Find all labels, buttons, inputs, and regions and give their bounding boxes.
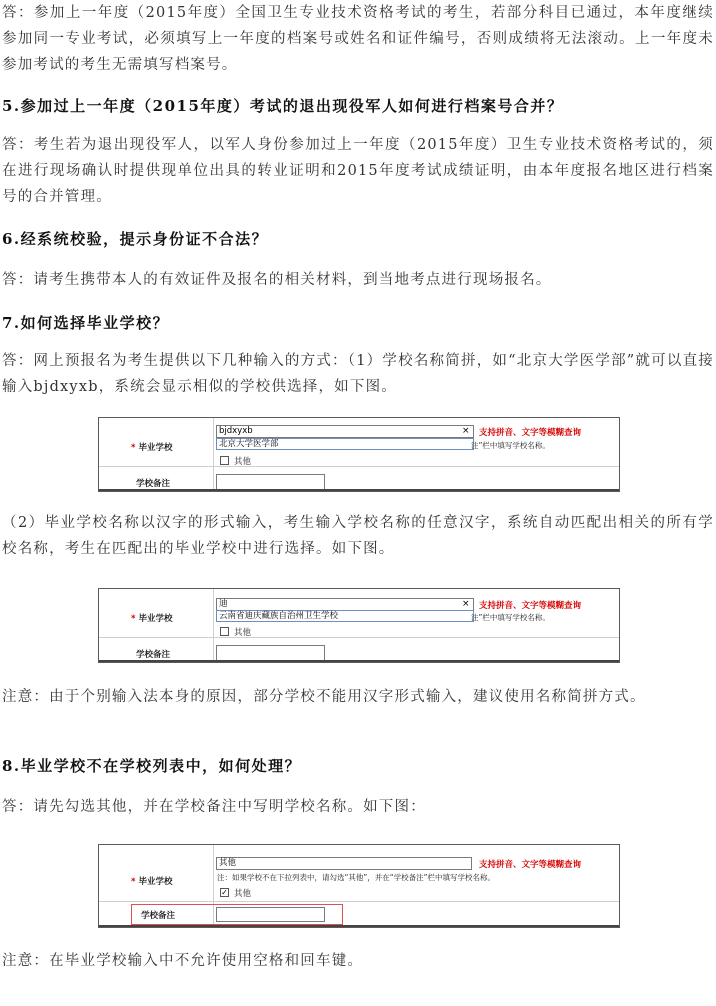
- shot-bottom-border: [99, 925, 619, 927]
- q6-answer: [2, 267, 714, 293]
- school-input[interactable]: 迪: [216, 598, 474, 611]
- q7-title: 7.如何选择毕业学校？: [2, 314, 170, 332]
- clear-icon[interactable]: ×: [462, 599, 470, 609]
- q6-answer-text: 请考生携带本人的有效证件及报名的相关材料，到当地考点进行现场报名。: [33, 272, 552, 288]
- other-checkbox[interactable]: [220, 627, 229, 636]
- intro-answer: [2, 0, 714, 78]
- school-note: 注”栏中填写学校名称。: [471, 613, 550, 622]
- other-checkbox-label: 其他: [234, 628, 252, 638]
- school-input[interactable]: bjdxyxb: [216, 425, 474, 438]
- remark-label: 学校备注: [136, 650, 171, 660]
- q5-title: 5.参加过上一年度（2015年度）考试的退出现役军人如何进行档案号合并？: [2, 97, 564, 115]
- q7-answer-1: [2, 348, 714, 400]
- school-note: 注”栏中填写学校名称。: [471, 441, 550, 450]
- q8-answer-text: 请先勾选其他，并在学校备注中写明学校名称。如下图：: [33, 799, 426, 815]
- other-checkbox-checked[interactable]: ✓: [221, 888, 228, 897]
- intro-text: 参加上一年度（2015年度）全国卫生专业技术资格考试的考生，若部分科目已通过，本年度继续参加同一专业考试，必须填写上一年度的档案号或姓名和证件编号，否则成绩将无法滚动。上一年度未参加考试的考生无需填写档案号。: [2, 5, 714, 73]
- q8-title: 8.毕业学校不在学校列表中，如何处理？: [2, 757, 302, 775]
- remark-input[interactable]: [216, 907, 325, 922]
- answer-label: 答：: [2, 272, 34, 288]
- q5-answer: [2, 132, 714, 210]
- other-checkbox-label: 其他: [234, 457, 252, 467]
- fuzzy-search-hint: 支持拼音、文字等模糊查询: [479, 428, 582, 438]
- school-form-screenshot-1: [98, 417, 620, 492]
- clear-icon[interactable]: ×: [462, 426, 470, 436]
- q7-answer-1-text: 网上预报名为考生提供以下几种输入的方式：（1）学校名称简拼，如“北京大学医学部”就可以直接输入bjdxyxb，系统会显示相似的学校供选择，如下图。: [2, 353, 714, 395]
- other-checkbox-label: 其他: [234, 889, 252, 899]
- required-icon: *: [131, 877, 136, 887]
- q8-note: 注意：在毕业学校输入中不允许使用空格和回车键。: [2, 953, 364, 969]
- school-dropdown-option[interactable]: 北京大学医学部: [216, 438, 474, 450]
- q7-answer-2: （2）毕业学校名称以汉字的形式输入，考生输入学校名称的任意汉字，系统自动匹配出相关的所有学校名称，考生在匹配出的毕业学校中进行选择。如下图。: [2, 515, 714, 557]
- answer-label: 答：: [2, 137, 34, 153]
- school-dropdown-option[interactable]: 云南省迪庆藏族自治州卫生学校: [216, 610, 474, 622]
- form-divider: [213, 589, 214, 662]
- required-icon: *: [131, 443, 136, 453]
- answer-label: 答：: [2, 353, 34, 369]
- school-label: * 毕业学校: [131, 443, 173, 453]
- school-input[interactable]: 其他: [216, 857, 472, 870]
- q8-answer: [2, 794, 714, 820]
- school-label: * 毕业学校: [131, 614, 173, 624]
- remark-label: 学校备注: [136, 479, 171, 489]
- fuzzy-search-hint: 支持拼音、文字等模糊查询: [479, 860, 582, 870]
- answer-label: 答：: [2, 5, 34, 21]
- shot-bottom-border: [99, 489, 619, 491]
- school-form-screenshot-2: [98, 588, 620, 663]
- remark-input[interactable]: [216, 474, 325, 490]
- remark-label: 学校备注: [141, 911, 176, 921]
- remark-input[interactable]: [216, 645, 325, 661]
- answer-label: 答：: [2, 799, 34, 815]
- school-note: 注：如果学校不在下拉列表中，请勾选“其他”，并在“学校备注”栏中填写学校名称。: [217, 873, 496, 882]
- school-label: * 毕业学校: [131, 877, 173, 887]
- form-divider: [213, 418, 214, 491]
- q7-note: 注意：由于个别输入法本身的原因，部分学校不能用汉字形式输入，建议使用名称简拼方式。: [2, 689, 646, 705]
- other-checkbox[interactable]: [220, 456, 229, 465]
- q6-title: 6.经系统校验，提示身份证不合法？: [2, 230, 269, 248]
- q5-answer-text: 考生若为退出现役军人，以军人身份参加过上一年度（2015年度）卫生专业技术资格考试的，须在进行现场确认时提供现单位出具的转业证明和2015年度考试成绩证明，由本年度报名地区进行档案号的合并管理。: [2, 137, 714, 205]
- required-icon: *: [131, 614, 136, 624]
- school-form-screenshot-3: [98, 844, 620, 928]
- fuzzy-search-hint: 支持拼音、文字等模糊查询: [479, 601, 582, 611]
- shot-bottom-border: [99, 660, 619, 662]
